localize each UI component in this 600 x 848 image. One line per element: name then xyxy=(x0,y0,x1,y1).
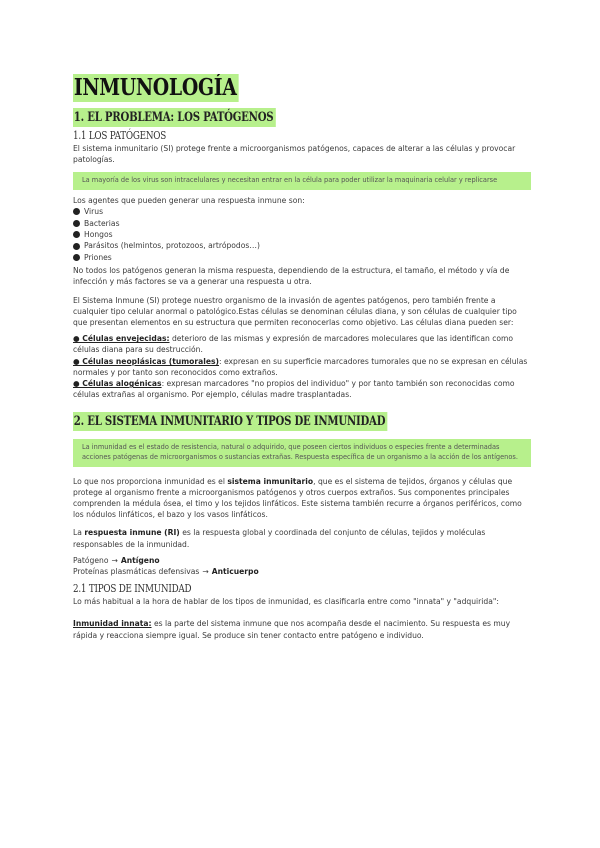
list-item: Virus xyxy=(73,206,531,217)
virus-callout: La mayoría de los virus son intracelulares y necesitan entrar en la célula para poder utilizar la maquinaria celular y replicarse xyxy=(73,172,531,190)
immunity-callout: La inmunidad es el estado de resistencia, natural o adquirido, que poseen ciertos individuos o especies frente a determinadas acciones patógenas de microorganismos o sustancias extrañas. Respuesta específica de un organismo a la acción de los antígenos. xyxy=(73,439,531,466)
innate-immunity-paragraph: Inmunidad innata: es la parte del sistema inmune que nos acompaña desde el nacimiento. Su respuesta es muy rápida y reacciona siempre igual. Se produce sin tener contacto entre patógeno e individuo. xyxy=(73,619,511,640)
pathogen-antigen-line: Patógeno → Antígeno xyxy=(73,555,160,565)
response-paragraph: No todos los patógenos generan la misma respuesta, dependiendo de la estructura, el tamaño, el método y vía de infección y más factores se va a generar una respuesta u otra. xyxy=(73,266,510,287)
section-1-heading: 1. EL PROBLEMA: LOS PATÓGENOS xyxy=(73,108,276,127)
innate-term: Inmunidad innata: xyxy=(73,619,152,629)
list-item: Parásitos (helmintos, protozoos, artrópodos…) xyxy=(73,240,531,251)
bullet-icon xyxy=(73,254,80,261)
immune-system-paragraph: Lo que nos proporciona inmunidad es el sistema inmunitario, que es el sistema de tejidos, órganos y células que protege al organismo frente a microorganismos patógenos y otros cuerpos extraños. Sus componentes principales comprenden la médula ósea, el timo y los tejidos linfáticos. Este sistema también recurre a órganos periféricos, como los nódulos linfáticos, el bazo y los vasos linfáticos. xyxy=(73,476,522,520)
defense-paragraph: El Sistema Inmune (SI) protege nuestro organismo de la invasión de agentes patógenos, pero también frente a cualquier tipo celular anormal o patológico.Estas células se denominan células diana, y son células de cualquier tipo que presentan elementos en su estructura que permiten reconocerlas como objetivo. Las células diana pueden ser: xyxy=(73,295,517,328)
arrow-icon: → xyxy=(111,555,118,565)
target-aged-cells: ● Células envejecidas: deterioro de las mismas y expresión de marcadores moleculares que las identifican como células diana para su destrucción. xyxy=(73,334,514,355)
intro-paragraph: El sistema inmunitario (SI) protege frente a microorganismos patógenos, capaces de alterar a las células y provocar patologías. xyxy=(73,144,516,165)
target-allogenic-cells: ● Células alogénicas: expresan marcadores "no propios del individuo" y por tanto también son reconocidas como células extrañas al organismo. Por ejemplo, células madre trasplantadas. xyxy=(73,379,515,400)
immune-response-paragraph: La respuesta inmune (RI) es la respuesta global y coordinada del conjunto de células, tejidos y moléculas responsables de la inmunidad. xyxy=(73,528,486,549)
agents-list xyxy=(73,206,531,263)
document-content xyxy=(73,74,531,641)
list-item: Bacterias xyxy=(73,218,531,229)
subsection-1-1-heading: 1.1 LOS PATÓGENOS xyxy=(73,129,167,142)
types-intro-paragraph: Lo más habitual a la hora de hablar de los tipos de inmunidad, es clasificarla entre como "innata" y "adquirida": xyxy=(73,597,499,607)
section-2-heading: 2. EL SISTEMA INMUNITARIO Y TIPOS DE INMUNIDAD xyxy=(73,412,388,431)
bullet-icon xyxy=(73,220,80,227)
target-term: ● Células envejecidas: xyxy=(73,334,170,344)
list-item: Hongos xyxy=(73,229,531,240)
agents-intro: Los agentes que pueden generar una respuesta inmune son: xyxy=(73,196,305,205)
subsection-2-1-heading: 2.1 TIPOS DE INMUNIDAD xyxy=(73,582,192,596)
target-term: ● Células neoplásicas (tumorales) xyxy=(73,356,219,366)
target-neoplastic-cells: ● Células neoplásicas (tumorales): expresan en su superficie marcadores tumorales que no se expresan en células normales y por tanto son reconocidos como extraños. xyxy=(73,356,528,377)
bullet-icon xyxy=(73,243,80,250)
document-title: INMUNOLOGÍA xyxy=(73,74,239,102)
list-item: Priones xyxy=(73,252,531,263)
protein-antibody-line: Proteínas plasmáticas defensivas → Anticuerpo xyxy=(73,567,259,577)
arrow-icon: → xyxy=(202,567,209,577)
target-term: ● Células alogénicas xyxy=(73,379,162,389)
bullet-icon xyxy=(73,231,80,238)
bullet-icon xyxy=(73,208,80,215)
